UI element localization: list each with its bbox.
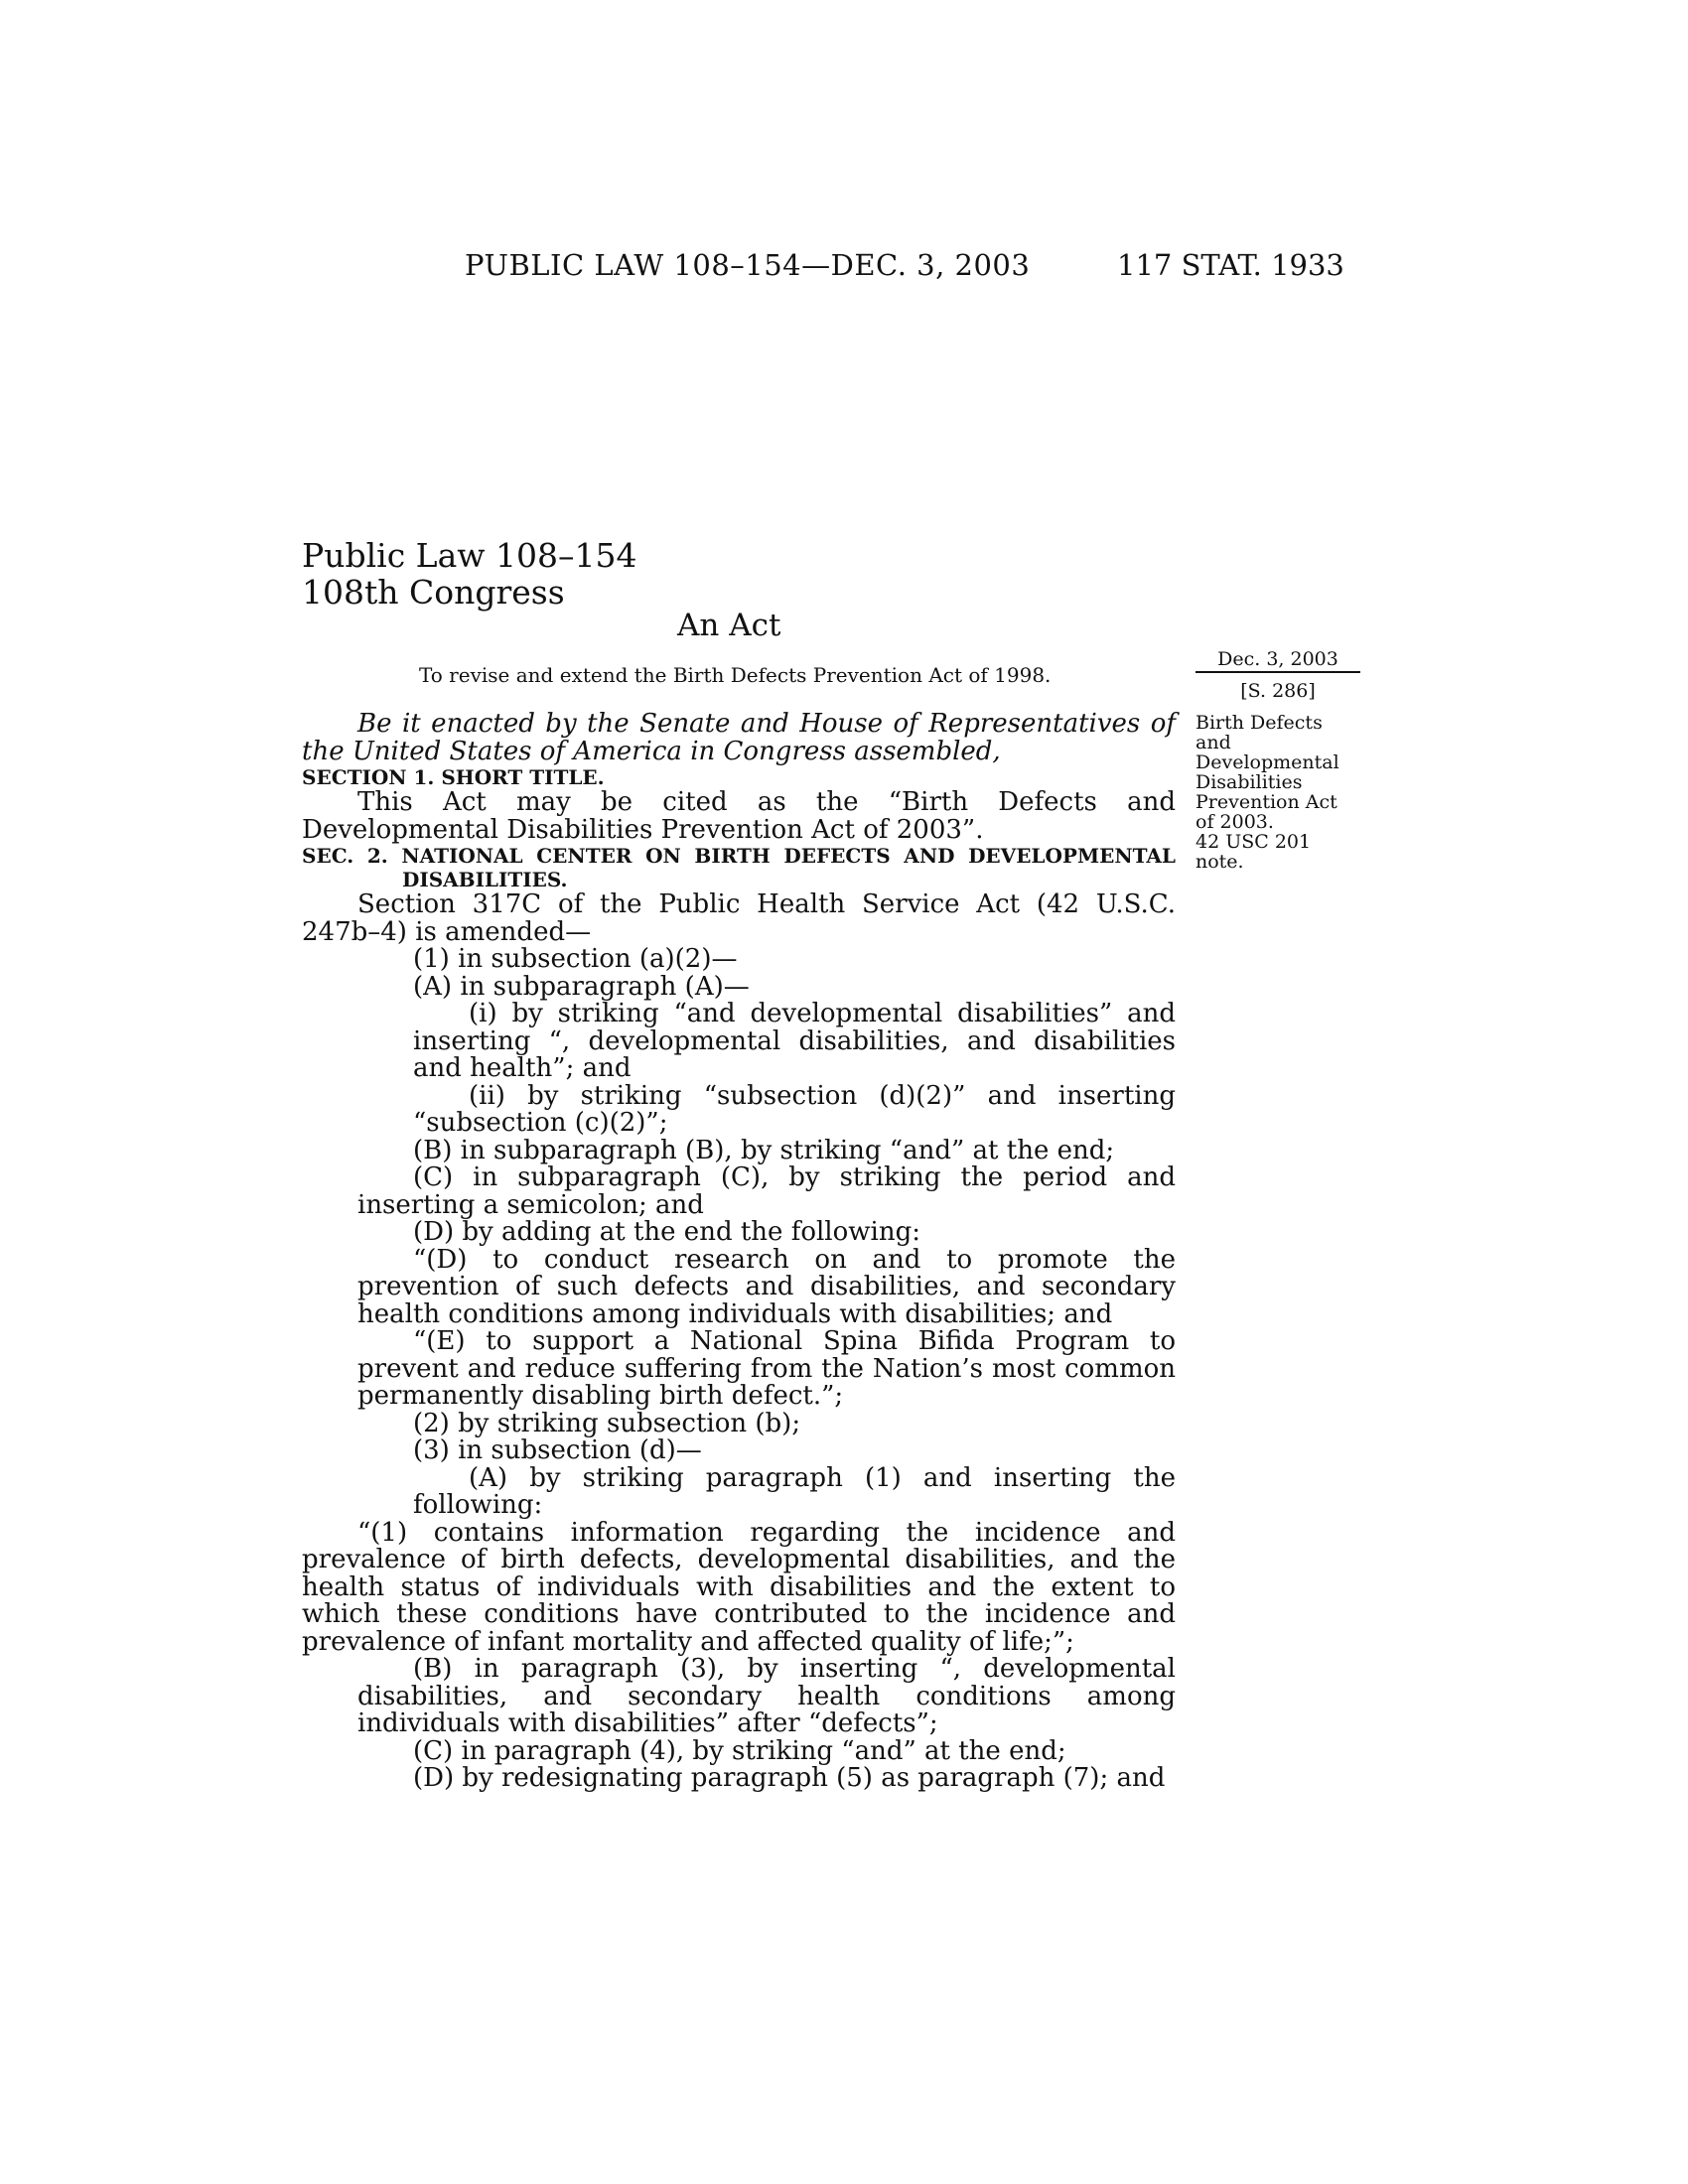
- paragraph-3: (3) in subsection (d)—: [413, 1435, 702, 1465]
- paragraph-1-d: (D) by adding at the end the following:: [413, 1217, 920, 1247]
- quoted-paragraph-e: “(E) to support a National Spina Bifida Program to prevent and reduce suffering from the Nation’s most common permanently disabling birth defect.”;: [357, 1326, 1176, 1411]
- law-body: [302, 711, 1176, 1793]
- law-identification: [302, 537, 636, 611]
- paragraph-1-a-ii: (ii) by striking “subsection (d)(2)” and inserting “subsection (c)(2)”;: [413, 1080, 1176, 1138]
- running-head: PUBLIC LAW 108–154—DEC. 3, 2003: [465, 248, 1031, 282]
- margin-short-title-note: Birth Defects and Developmental Disabilities Prevention Act of 2003.: [1196, 712, 1339, 833]
- act-purpose: To revise and extend the Birth Defects Prevention Act of 1998.: [419, 663, 1052, 687]
- paragraph-1-c: (C) in subparagraph (C), by striking the period and inserting a semicolon; and: [357, 1162, 1176, 1220]
- margin-usc-note: 42 USC 201 note.: [1196, 831, 1312, 873]
- paragraph-1-a-i: (i) by striking “and developmental disabilities” and inserting “, developmental disabilities, and disabilities and health”; and: [413, 999, 1176, 1083]
- paragraph-1-b: (B) in subparagraph (B), by striking “and” at the end;: [413, 1135, 1115, 1165]
- margin-bill-number: [S. 286]: [1240, 680, 1316, 702]
- margin-notes: [1196, 649, 1360, 872]
- public-law-number: Public Law 108–154: [302, 536, 637, 575]
- paragraph-1-a: (A) in subparagraph (A)—: [413, 971, 750, 1002]
- paragraph-3-c: (C) in paragraph (4), by striking “and” at the end;: [413, 1735, 1066, 1766]
- margin-date: Dec. 3, 2003: [1196, 649, 1360, 673]
- statute-page-reference: 117 STAT. 1933: [1117, 248, 1344, 282]
- paragraph-3-d: (D) by redesignating paragraph (5) as paragraph (7); and: [413, 1763, 1166, 1793]
- section-1-text: This Act may be cited as the “Birth Defects and Developmental Disabilities Prevention Act of 2003”.: [302, 787, 1176, 845]
- section-2-intro: Section 317C of the Public Health Service Act (42 U.S.C. 247b–4) is amended—: [302, 889, 1176, 947]
- section-2-heading: SEC. 2. NATIONAL CENTER ON BIRTH DEFECTS AND DEVELOPMENTAL DISABILITIES.: [302, 844, 1176, 891]
- congress-number: 108th Congress: [302, 573, 565, 612]
- paragraph-2: (2) by striking subsection (b);: [413, 1408, 801, 1438]
- section-1-heading: SECTION 1. SHORT TITLE.: [302, 765, 605, 789]
- paragraph-3-a: (A) by striking paragraph (1) and inserting the following:: [413, 1462, 1176, 1520]
- enacting-clause: Be it enacted by the Senate and House of Representatives of the United States of America in Congress assembled,: [302, 709, 1176, 766]
- paragraph-1: (1) in subsection (a)(2)—: [413, 944, 738, 974]
- quoted-paragraph-1: “(1) contains information regarding the incidence and prevalence of birth defects, developmental disabilities, and the health status of individuals with disabilities and the extent to which these conditions have contributed to the incidence and prevalence of infant mortality and affected quality of life;”;: [302, 1517, 1176, 1657]
- quoted-paragraph-d: “(D) to conduct research on and to promote the prevention of such defects and disabilities, and secondary health conditions among individuals with disabilities; and: [357, 1244, 1176, 1329]
- paragraph-3-b: (B) in paragraph (3), by inserting “, developmental disabilities, and secondary health conditions among individuals with disabilities” after “defects”;: [357, 1654, 1176, 1738]
- act-title: An Act: [677, 608, 781, 643]
